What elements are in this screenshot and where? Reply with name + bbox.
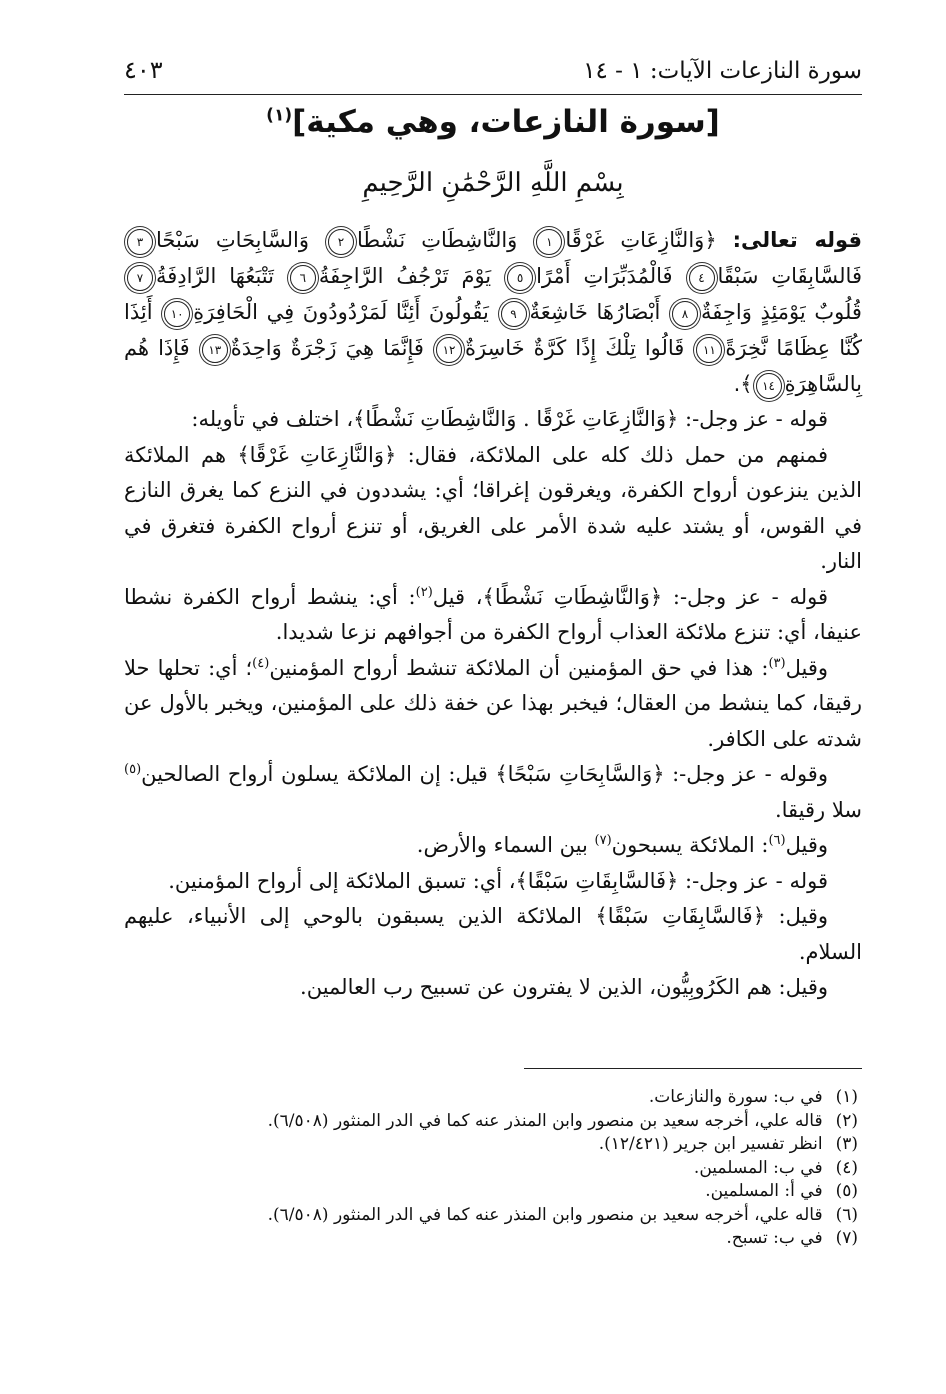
paragraph-4 — [124, 651, 862, 758]
paragraph-3 — [124, 580, 862, 651]
ayah-number-marker: ١٤ — [756, 373, 782, 399]
paragraph-7: قوله - عز وجل-: ﴿فَالسَّابِقَاتِ سَبْقًا﴾، أي: تسبق الملائكة إلى أرواح المؤمنين. — [168, 868, 828, 893]
footnote-text: في ب: المسلمين. — [693, 1157, 823, 1178]
footnote-item — [124, 1133, 862, 1157]
ayah-number-marker: ١٣ — [202, 337, 228, 363]
ayah-text: فَإِنَّمَا هِيَ زَجْرَةٌ وَاحِدَةٌ — [230, 336, 424, 360]
footnote-ref: (٤) — [252, 655, 270, 671]
ayah-text: فَالسَّابِقَاتِ سَبْقًا — [717, 264, 862, 288]
surah-title-footnote-ref: (١) — [266, 105, 293, 126]
footnote-ref: (٥) — [124, 762, 142, 777]
ayah-text: وَالنَّاشِطَاتِ نَشْطًا — [357, 228, 518, 252]
surah-title — [124, 104, 862, 140]
basmala: بِسْمِ اللَّهِ الرَّحْمَٰنِ الرَّحِيمِ — [362, 168, 624, 198]
ayah-text: فَإِذَا هُم بِالسَّاهِرَةِ — [124, 336, 862, 396]
footnote-item — [124, 1180, 862, 1204]
ayah-number-marker: ٥ — [507, 265, 533, 291]
footnote-text: قاله علي، أخرجه سعيد بن منصور وابن المنذر عنه كما في الدر المنثور (٦/٥٠٨). — [267, 1110, 823, 1131]
ayah-number-marker: ١٠ — [164, 301, 190, 327]
page-number: ٤٠٣ — [124, 56, 163, 84]
header-title: سورة النازعات الآيات: ١ - ١٤ — [583, 58, 862, 84]
paragraph-6-part-b: : الملائكة يسبحون — [611, 833, 769, 857]
ayah-text: تَتْبَعُهَا الرَّادِفَةُ — [156, 264, 274, 288]
ayah-number-marker: ٧ — [127, 265, 153, 291]
footnote-ref: (٣) — [768, 655, 786, 671]
footnote-number: (٧) — [835, 1228, 858, 1248]
paragraph-6 — [124, 828, 862, 864]
ayah-number-marker: ٤ — [689, 265, 715, 291]
footnote-text: في أ: المسلمين. — [705, 1181, 823, 1201]
paragraph-2: فمنهم من حمل ذلك كله على الملائكة، فقال: ﴿وَالنَّازِعَاتِ غَرْقًا﴾ هم الملائكة الذين ينزعون أرواح الكفرة، ويغرقون إغراقا؛ أي: يشددون في النزع كما يغرق النازع في القوس، أو يشتد عليه شدة الأمر على الغريق، أو تنزع أرواح الكفرة فتغرق في النار. — [124, 442, 862, 573]
ayah-text: أَبْصَارُهَا خَاشِعَةٌ — [529, 300, 661, 324]
paragraph-5-part-b: سلا رقيقا. — [774, 797, 862, 822]
ayah-number-marker: ١ — [536, 229, 562, 255]
paragraph-4-part-b: : هذا في حق المؤمنين أن الملائكة تنشط أرواح المؤمنين — [269, 655, 769, 680]
paragraph-1: قوله - عز وجل-: ﴿وَالنَّازِعَاتِ غَرْقًا . وَالنَّاشِطَاتِ نَشْطًا﴾، اختلف في تأويله: — [191, 407, 828, 431]
footnote-number: (٣) — [835, 1134, 858, 1154]
body-text — [124, 222, 862, 1006]
ayah-text: يَقُولُونَ أَئِنَّا لَمَرْدُودُونَ فِي الْحَافِرَةِ — [193, 300, 489, 324]
footnote-item — [124, 1227, 862, 1251]
footnote-ref: (٧) — [594, 833, 612, 848]
ayah-text: أَئِذَا كُنَّا عِظَامًا نَّخِرَةً — [124, 300, 862, 360]
footnote-number: (١) — [835, 1087, 858, 1107]
footnote-ref: (٢) — [415, 584, 433, 600]
footnote-text: في ب: سورة والنازعات. — [648, 1087, 823, 1107]
footnote-item — [124, 1204, 862, 1228]
paragraph-4-part-c: ؛ أي: تحلها حلا رقيقا، كما ينشط من العقال؛ فيخبر بهذا عن خفة ذلك على المؤمنين، ويخبر بالأول عن شدته على الكافر. — [124, 655, 862, 751]
ayah-text: فَالْمُدَبِّرَاتِ أَمْرًا — [536, 264, 673, 288]
footnote-divider — [524, 1068, 862, 1069]
footnote-number: (٢) — [835, 1110, 858, 1131]
paragraph-5 — [124, 757, 862, 828]
ayah-text: قُلُوبٌ يَوْمَئِذٍ وَاجِفَةٌ — [701, 300, 862, 324]
paragraph-6-part-a: وقيل — [785, 833, 828, 857]
ayah-number-marker: ٦ — [290, 265, 316, 291]
footnote-item — [124, 1110, 862, 1134]
footnote-text: قاله علي، أخرجه سعيد بن منصور وابن المنذر عنه كما في الدر المنثور (٦/٥٠٨). — [267, 1204, 823, 1225]
footnote-item — [124, 1157, 862, 1181]
ayah-number-marker: ٩ — [501, 301, 527, 327]
paragraph-3-part-a: قوله - عز وجل-: ﴿وَالنَّاشِطَاتِ نَشْطًا﴾، قيل — [432, 584, 828, 609]
ayah-number-marker: ٨ — [672, 301, 698, 327]
footnote-number: (٥) — [835, 1181, 858, 1201]
paragraph-3-part-b: : أي: ينشط أرواح الكفرة نشطا عنيفا، أي: تنزع ملائكة العذاب أرواح الكفرة من أجوافهم نزعا شديدا. — [124, 584, 862, 644]
paragraph-9: وقيل: هم الكَرُوبِيُّون، الذين لا يفترون عن تسبيح رب العالمين. — [300, 975, 828, 999]
ayah-number-marker: ٢ — [328, 229, 354, 255]
ayah-text: يَوْمَ تَرْجُفُ الرَّاجِفَةُ — [318, 264, 492, 288]
ayah-text: وَالسَّابِحَاتِ سَبْحًا — [156, 228, 309, 252]
footnote-text: في ب: تسبح. — [726, 1228, 823, 1248]
footnote-text: انظر تفسير ابن جرير (١٢/٤٢١). — [598, 1134, 823, 1154]
running-header — [124, 48, 862, 95]
ayah-text: وَالنَّازِعَاتِ غَرْقًا — [565, 228, 705, 252]
footnote-number: (٤) — [835, 1157, 858, 1178]
close-brace: ﴾. — [733, 372, 753, 396]
verse-lead: قوله تعالى: — [732, 228, 862, 252]
open-brace: ﴿ — [704, 228, 717, 252]
ayah-number-marker: ١١ — [696, 337, 722, 363]
paragraph-8: وقيل: ﴿فَالسَّابِقَاتِ سَبْقًا﴾ الملائكة الذين يسبقون بالوحي إلى الأنبياء، عليهم السلام. — [124, 904, 862, 964]
footnote-item — [124, 1086, 862, 1110]
paragraph-4-part-a: وقيل — [785, 655, 828, 680]
ayah-number-marker: ١٢ — [436, 337, 462, 363]
ayah-number-marker: ٣ — [127, 229, 153, 255]
paragraph-6-part-c: بين السماء والأرض. — [416, 833, 595, 857]
footnote-ref: (٦) — [768, 833, 786, 848]
footnote-number: (٦) — [835, 1204, 858, 1225]
paragraph-5-part-a: وقوله - عز وجل-: ﴿وَالسَّابِحَاتِ سَبْحًا﴾ قيل: إن الملائكة يسلون أرواح الصالحين — [141, 762, 828, 786]
surah-title-text: [سورة النازعات، وهي مكية] — [292, 104, 720, 140]
ayah-text: قَالُوا تِلْكَ إِذًا كَرَّةٌ خَاسِرَةٌ — [465, 336, 685, 360]
ayat-list — [124, 228, 862, 396]
quran-verses-block — [124, 222, 862, 402]
footnotes — [124, 1086, 862, 1251]
